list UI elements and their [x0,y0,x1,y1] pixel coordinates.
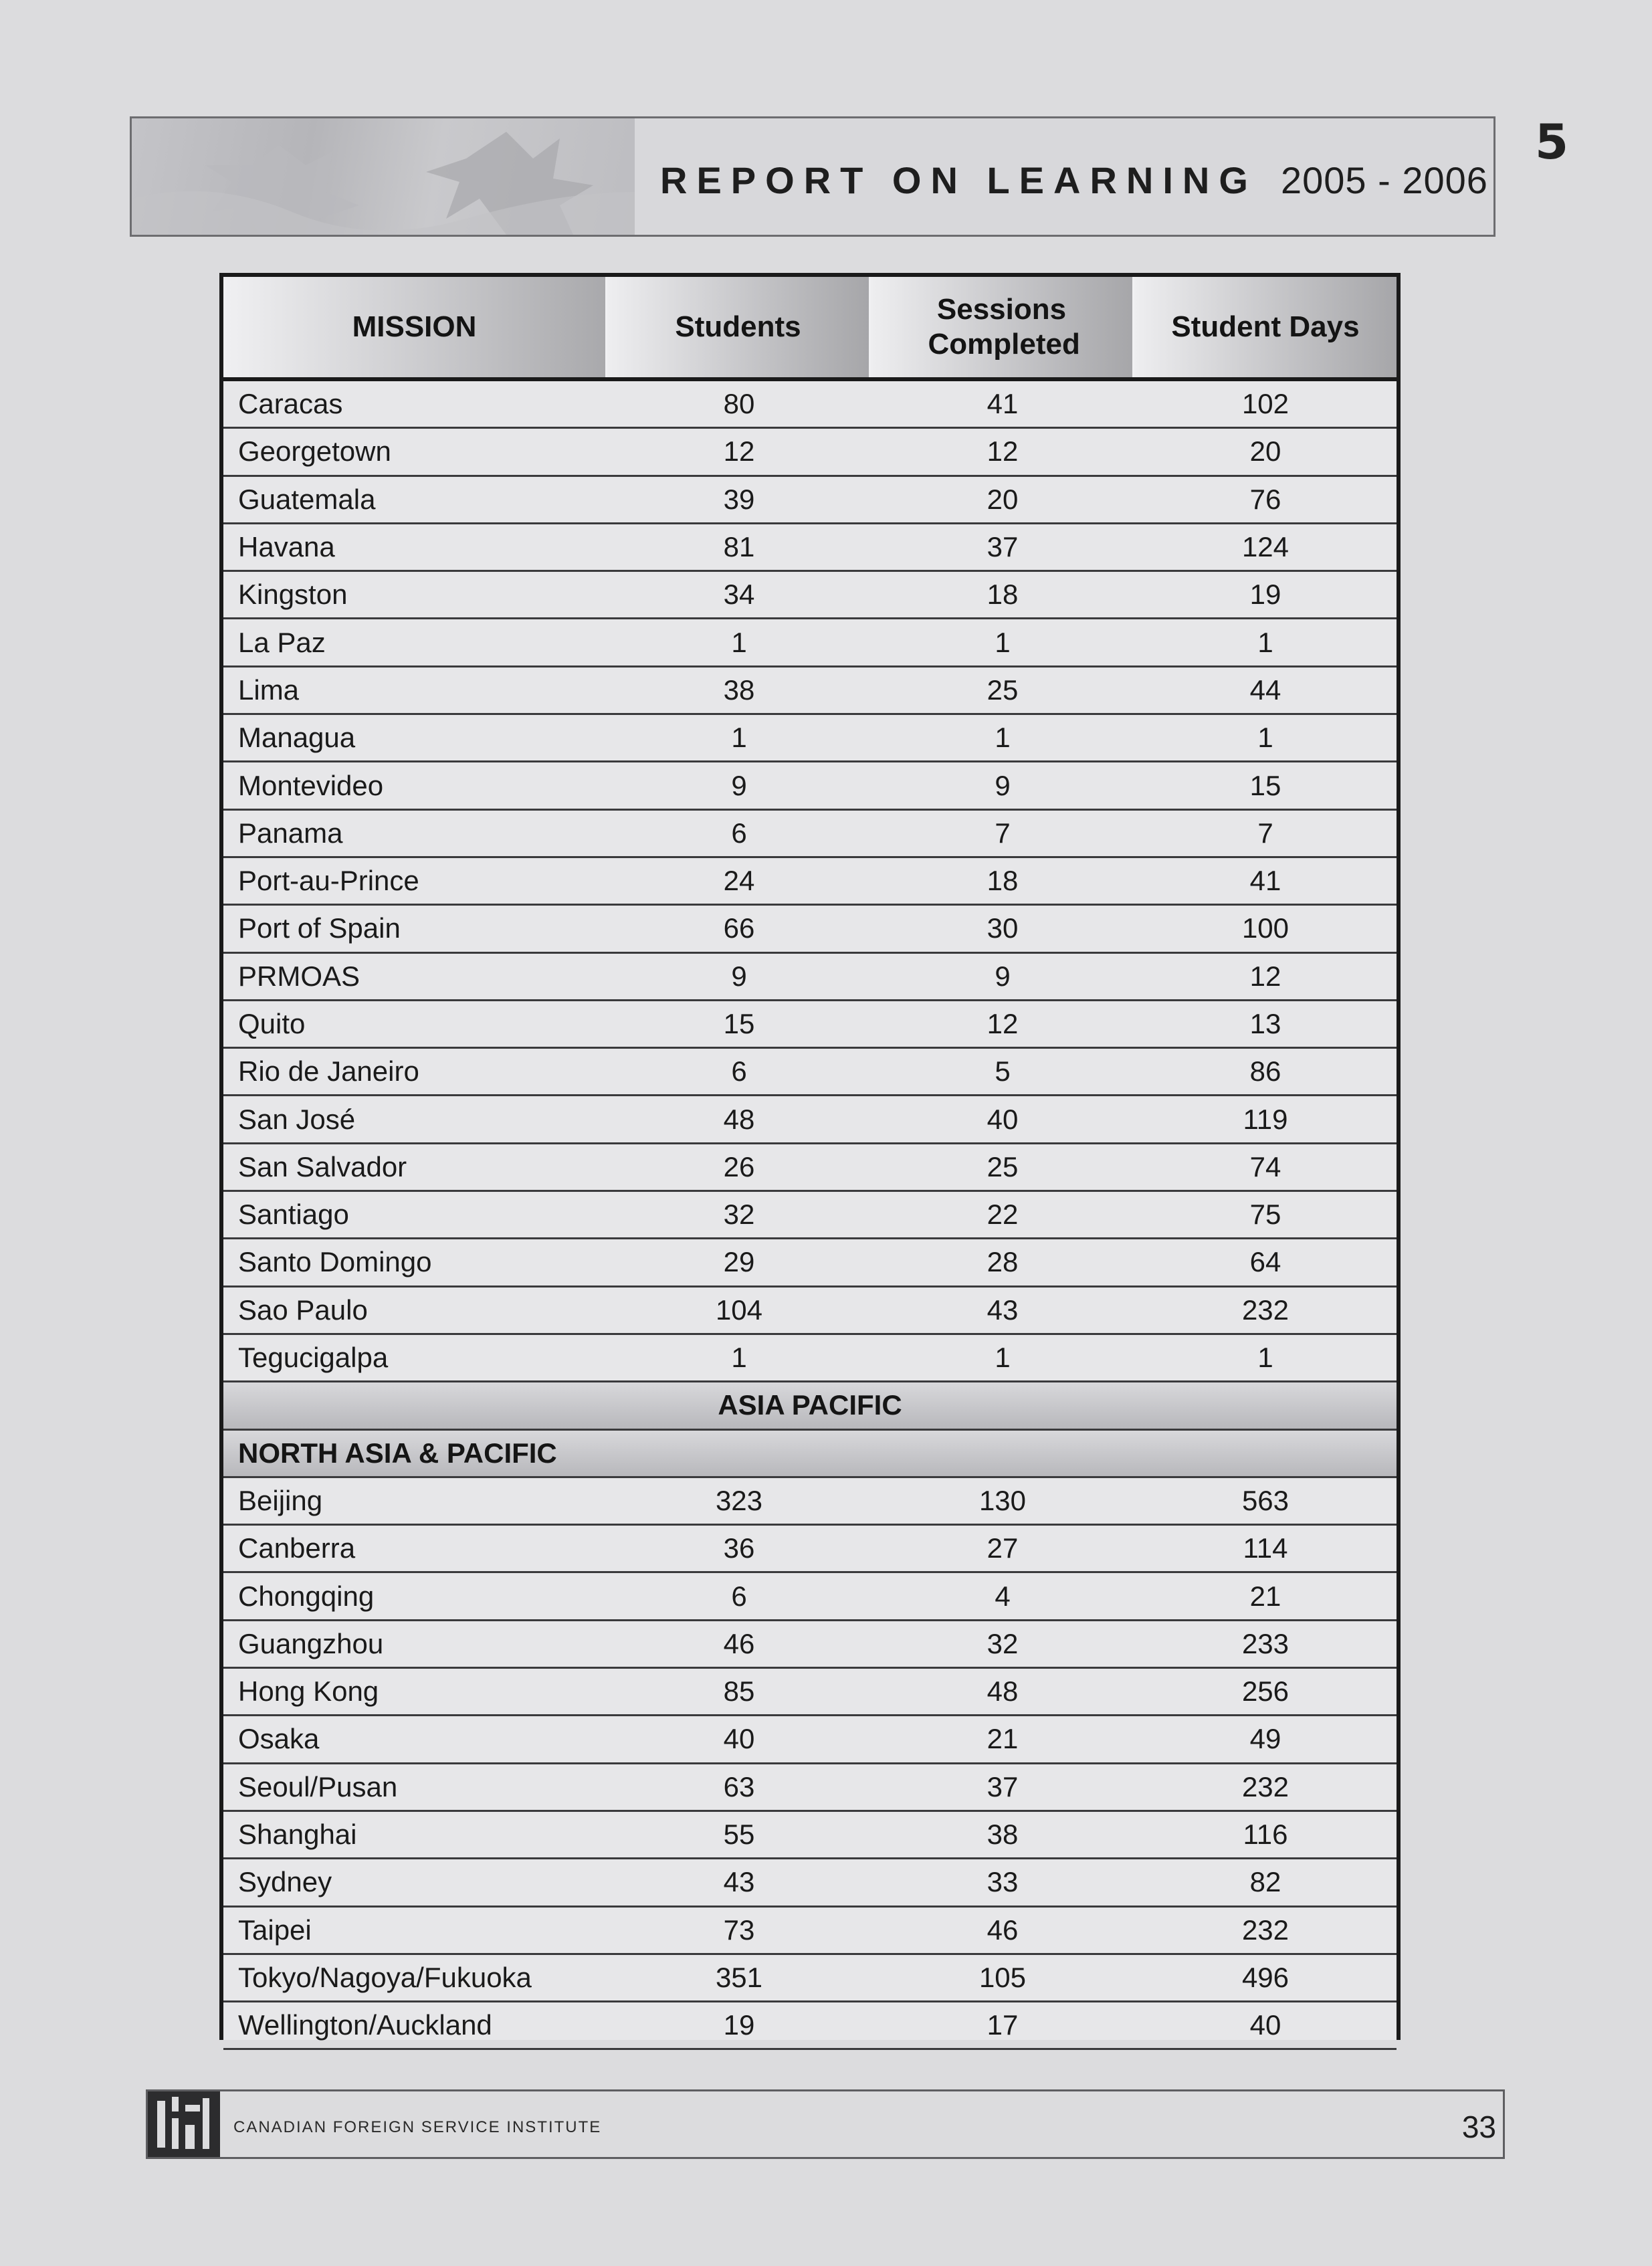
students-cell: 351 [715,1961,763,1993]
student-days-cell: 76 [1249,483,1281,515]
sessions-cell: 105 [978,1961,1027,1993]
table-row [223,1335,1397,1382]
mission-cell: Santiago [238,1199,349,1231]
students-cell: 32 [723,1199,755,1231]
sessions-cell: 1 [995,1342,1011,1374]
table-row [223,381,1397,429]
mission-cell: Canberra [238,1532,356,1564]
table-row [223,1001,1397,1049]
mission-cell: Panama [238,817,343,849]
students-cell: 73 [723,1914,755,1946]
students-cell: 85 [723,1675,755,1708]
table-row [223,572,1397,619]
table-row [223,1716,1397,1764]
table-row [223,619,1397,667]
mission-cell: Caracas [238,388,343,420]
student-days-cell: 114 [1243,1532,1288,1564]
table-row [223,1288,1397,1335]
student-days-cell: 256 [1241,1675,1289,1708]
student-days-cell: 82 [1249,1866,1281,1898]
sessions-cell: 38 [987,1819,1019,1851]
student-days-cell: 119 [1243,1103,1288,1135]
mission-cell: Tokyo/Nagoya/Fukuoka [238,1961,532,1993]
mission-cell: Quito [238,1008,306,1039]
mission-cell: Taipei [238,1914,312,1946]
sessions-cell: 20 [987,483,1019,515]
report-year: 2005 - 2006 [1281,159,1488,201]
table-row [223,1621,1397,1669]
cfsi-logo [148,2091,220,2157]
sessions-cell: 9 [995,769,1011,801]
page-footer [146,2089,1505,2159]
sessions-cell: 25 [987,1150,1019,1182]
table-row [223,762,1397,810]
students-cell: 1 [731,626,747,658]
table-row [223,1526,1397,1573]
table-row [223,1764,1397,1812]
students-cell: 66 [723,912,755,944]
students-cell: 80 [723,388,755,420]
mission-cell: Havana [238,531,335,563]
mission-cell: Osaka [238,1723,320,1755]
student-days-cell: 49 [1249,1723,1281,1755]
sessions-cell: 18 [987,865,1019,897]
mission-cell: Guatemala [238,483,376,515]
students-cell: 29 [723,1246,755,1278]
report-header [130,116,1495,237]
report-title: REPORT ON LEARNING [660,159,1257,201]
asia-rows [223,1478,1397,2051]
mission-cell: San José [238,1103,356,1135]
students-cell: 323 [715,1484,763,1516]
table-row [223,1573,1397,1621]
students-cell: 6 [731,1055,747,1088]
student-days-cell: 41 [1249,865,1281,897]
student-days-cell: 124 [1241,531,1289,563]
column-header-students: Students [607,277,871,377]
student-days-cell: 102 [1241,388,1289,420]
student-days-cell: 64 [1249,1246,1281,1278]
subregion-band-north-asia-pacific: NORTH ASIA & PACIFIC [223,1431,1397,1478]
sessions-cell: 12 [987,1008,1019,1039]
sessions-cell: 5 [995,1055,1011,1088]
sessions-cell: 37 [987,531,1019,563]
student-days-cell: 15 [1249,769,1281,801]
table-row [223,429,1397,476]
student-days-cell: 232 [1241,1914,1289,1946]
maple-leaf-banner-image [132,118,635,235]
mission-cell: Lima [238,674,300,706]
column-header-sessions-completed [871,277,1134,377]
mission-cell: Tegucigalpa [238,1342,389,1374]
table-row [223,2002,1397,2050]
students-cell: 9 [731,769,747,801]
table-row [223,477,1397,524]
sessions-cell: 9 [995,960,1011,992]
student-days-cell: 21 [1249,1580,1281,1612]
students-cell: 9 [731,960,747,992]
table-row [223,1908,1397,1955]
table-row [223,1049,1397,1096]
table-row [223,858,1397,906]
sessions-cell: 1 [995,626,1011,658]
student-days-cell: 20 [1249,435,1281,468]
mission-cell: Wellington/Auckland [238,2009,492,2041]
mission-cell: Santo Domingo [238,1246,432,1278]
student-days-cell: 563 [1241,1484,1289,1516]
sessions-cell: 43 [987,1294,1019,1326]
table-row [223,811,1397,858]
sessions-cell: 46 [987,1914,1019,1946]
student-days-cell: 100 [1241,912,1289,944]
table-row [223,954,1397,1001]
student-days-cell: 232 [1241,1770,1289,1802]
sessions-cell: 18 [987,579,1019,611]
table-row [223,1096,1397,1144]
mission-cell: Hong Kong [238,1675,379,1708]
mission-cell: Port of Spain [238,912,401,944]
student-days-cell: 1 [1257,722,1273,754]
mission-cell: Montevideo [238,769,384,801]
students-cell: 34 [723,579,755,611]
institute-name: CANADIAN FOREIGN SERVICE INSTITUTE [233,2118,602,2136]
students-cell: 1 [731,722,747,754]
student-days-cell: 19 [1249,579,1281,611]
students-cell: 26 [723,1150,755,1182]
student-days-cell: 232 [1241,1294,1289,1326]
table-row [223,524,1397,572]
sessions-header-label: Sessions Completed [928,293,1080,360]
students-cell: 12 [723,435,755,468]
student-days-cell: 40 [1249,2009,1281,2041]
sessions-cell: 1 [995,722,1011,754]
students-cell: 104 [715,1294,763,1326]
sessions-cell: 7 [995,817,1011,849]
section-number: 5 [1535,114,1569,170]
mission-cell: Beijing [238,1484,323,1516]
mission-cell: Sao Paulo [238,1294,368,1326]
sessions-cell: 28 [987,1246,1019,1278]
mission-cell: PRMOAS [238,960,360,992]
student-days-cell: 86 [1249,1055,1281,1088]
students-cell: 1 [731,1342,747,1374]
students-cell: 24 [723,865,755,897]
sessions-cell: 40 [987,1103,1019,1135]
sessions-cell: 17 [987,2009,1019,2041]
students-cell: 81 [723,531,755,563]
sessions-cell: 4 [995,1580,1011,1612]
students-cell: 19 [723,2009,755,2041]
student-days-cell: 12 [1249,960,1281,992]
student-days-cell: 44 [1249,674,1281,706]
mission-cell: Georgetown [238,435,391,468]
sessions-cell: 41 [987,388,1019,420]
column-header-mission: MISSION [223,277,607,377]
table-row [223,1669,1397,1716]
page-number: 33 [1461,2109,1496,2144]
student-days-cell: 1 [1257,1342,1273,1374]
students-cell: 38 [723,674,755,706]
mission-cell: Chongqing [238,1580,375,1612]
student-days-cell: 496 [1241,1961,1289,1993]
student-days-cell: 116 [1243,1819,1288,1851]
sessions-cell: 22 [987,1199,1019,1231]
student-days-cell: 13 [1249,1008,1281,1039]
students-cell: 48 [723,1103,755,1135]
mission-cell: Guangzhou [238,1627,384,1659]
mission-cell: San Salvador [238,1150,407,1182]
mission-cell: Rio de Janeiro [238,1055,419,1088]
student-days-cell: 7 [1257,817,1273,849]
students-cell: 55 [723,1819,755,1851]
column-header-student-days: Student Days [1134,277,1397,377]
mission-cell: La Paz [238,626,326,658]
mission-cell: Shanghai [238,1819,357,1851]
mission-cell: Sydney [238,1866,332,1898]
student-days-cell: 74 [1249,1150,1281,1182]
students-cell: 39 [723,483,755,515]
sessions-cell: 33 [987,1866,1019,1898]
students-cell: 6 [731,817,747,849]
mission-training-table [219,273,1401,2040]
sessions-cell: 30 [987,912,1019,944]
sessions-cell: 12 [987,435,1019,468]
mission-cell: Seoul/Pusan [238,1770,398,1802]
student-days-cell: 75 [1249,1199,1281,1231]
table-row [223,1859,1397,1907]
sessions-cell: 25 [987,674,1019,706]
sessions-cell: 27 [987,1532,1019,1564]
region-band-asia-pacific: ASIA PACIFIC [223,1382,1397,1430]
mission-cell: Kingston [238,579,348,611]
sessions-cell: 130 [978,1484,1027,1516]
table-row [223,1955,1397,2002]
mission-cell: Port-au-Prince [238,865,419,897]
sessions-cell: 37 [987,1770,1019,1802]
table-row [223,667,1397,715]
students-cell: 43 [723,1866,755,1898]
students-cell: 63 [723,1770,755,1802]
sessions-cell: 21 [987,1723,1019,1755]
table-row [223,1478,1397,1526]
table-header-row [223,277,1397,381]
students-cell: 6 [731,1580,747,1612]
students-cell: 46 [723,1627,755,1659]
sessions-cell: 32 [987,1627,1019,1659]
mission-cell: Managua [238,722,356,754]
table-row [223,1812,1397,1859]
students-cell: 36 [723,1532,755,1564]
students-cell: 15 [723,1008,755,1039]
table-row [223,1192,1397,1239]
table-row [223,1144,1397,1192]
table-row [223,906,1397,953]
sessions-cell: 48 [987,1675,1019,1708]
student-days-cell: 1 [1257,626,1273,658]
table-row [223,715,1397,762]
americas-rows [223,381,1397,1382]
students-cell: 40 [723,1723,755,1755]
student-days-cell: 233 [1241,1627,1289,1659]
table-row [223,1239,1397,1287]
